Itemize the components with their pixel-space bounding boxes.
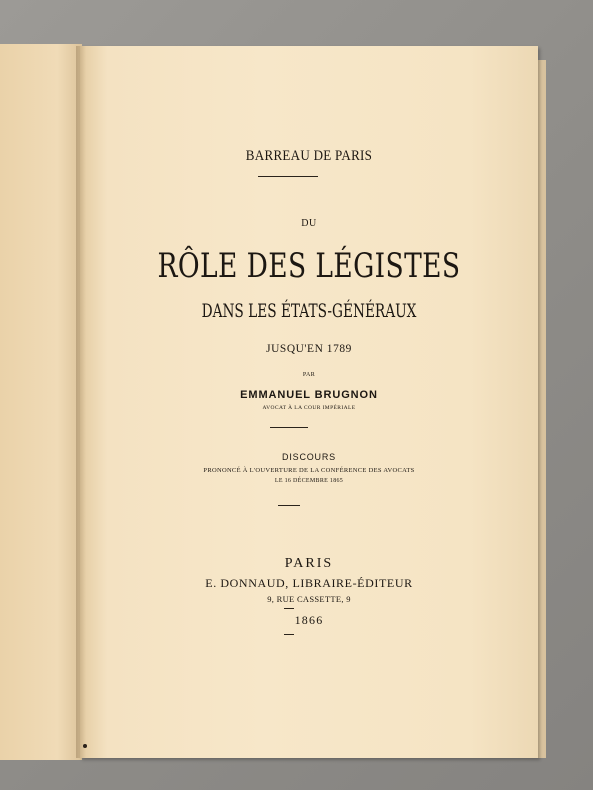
paper-mark (83, 744, 87, 748)
subtitle: DANS LES ÉTATS-GÉNÉRAUX (201, 300, 417, 322)
divider-rule (258, 176, 318, 177)
author-name: EMMANUEL BRUGNON (240, 389, 378, 401)
publication-year: 1866 (294, 613, 324, 627)
left-page (0, 44, 82, 760)
by-label: PAR (302, 372, 316, 378)
author-role: AVOCAT À LA COUR IMPÉRIALE (262, 405, 356, 411)
series-heading: BARREAU DE PARIS (245, 148, 373, 164)
book-gutter (76, 46, 86, 758)
divider-rule (284, 634, 294, 635)
divider-rule (278, 505, 300, 506)
publisher-address: 9, RUE CASSETTE, 9 (267, 594, 351, 604)
divider-rule (284, 608, 294, 609)
publisher: E. DONNAUD, LIBRAIRE-ÉDITEUR (205, 576, 413, 590)
subtitle-date: JUSQU'EN 1789 (266, 341, 352, 355)
speech-heading: DISCOURS (282, 452, 336, 462)
imprint-city: PARIS (284, 556, 334, 571)
speech-line-2: LE 16 DÉCEMBRE 1865 (274, 478, 344, 484)
speech-line-1: PRONONCÉ À L'OUVERTURE DE LA CONFÉRENCE DES AVOCATS (203, 467, 415, 474)
title-prefix: DU (301, 218, 317, 229)
main-title: RÔLE DES LÉGISTES (157, 246, 461, 286)
divider-rule (270, 427, 308, 428)
